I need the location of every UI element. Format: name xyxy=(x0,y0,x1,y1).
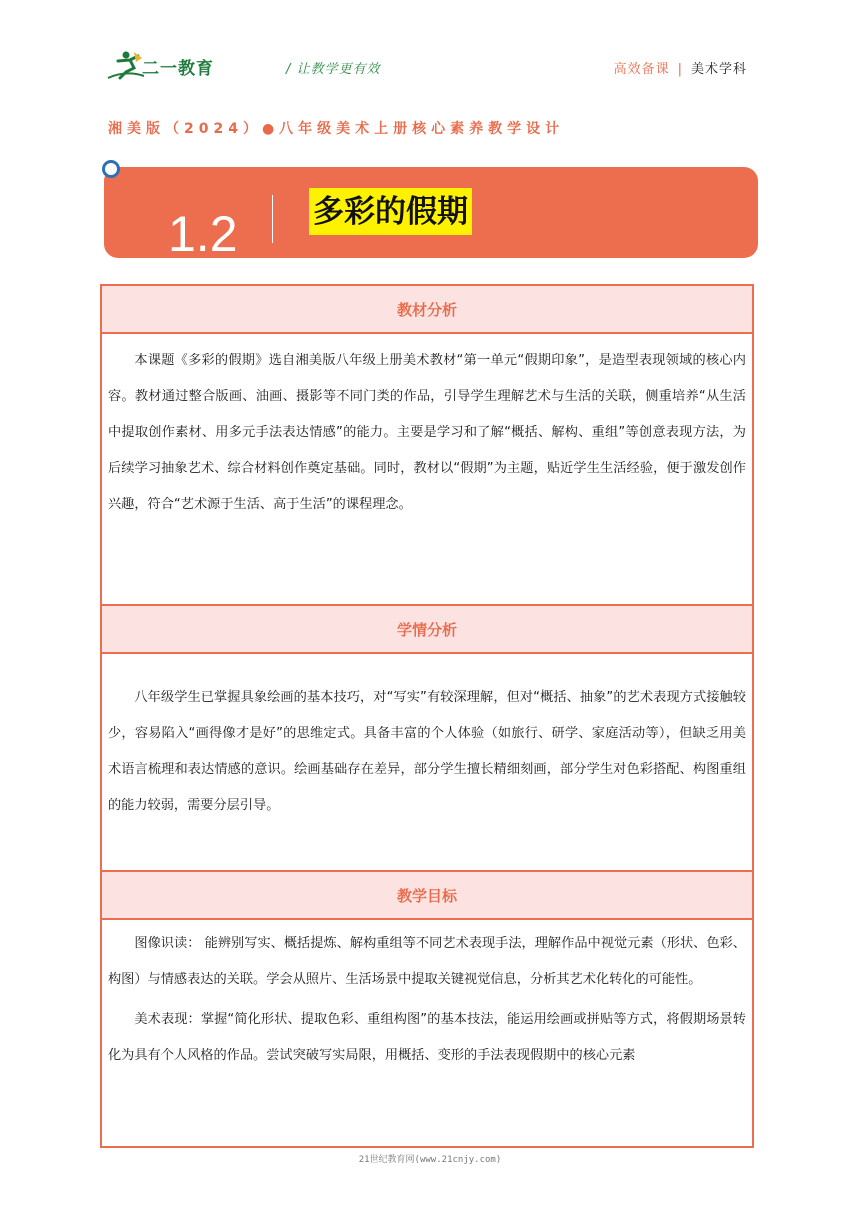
section-body-objectives xyxy=(102,920,752,1146)
lesson-plan-table xyxy=(100,284,754,1148)
section-body-textbook xyxy=(102,334,752,606)
section-body-students xyxy=(102,654,752,872)
header-tag-subject: 美术学科 xyxy=(690,62,747,77)
section-heading-textbook: 教材分析 xyxy=(102,286,752,334)
banner-divider xyxy=(272,195,273,243)
brand-name: 二一教育 xyxy=(142,59,214,79)
lesson-banner xyxy=(104,167,758,258)
banner-circle-decoration xyxy=(102,160,120,178)
paragraph: 本课题《多彩的假期》选自湘美版八年级上册美术教材“第一单元“假期印象”，是造型表现领域的核心内容。教材通过整合版画、油画、摄影等不同门类的作品，引导学生理解艺术与生活的关联，侧重培养“从生活中提取创作素材、用多元手法表达情感”的能力。主要是学习和了解“概括、解构、重组”等创意表现方法，为后续学习抽象艺术、综合材料创作奠定基础。同时，教材以“假期”为主题，贴近学生生活经验，便于激发创作兴趣，符合“艺术源于生活、高于生活”的课程理念。 xyxy=(108,353,746,512)
header-tag-prep: 高效备课 xyxy=(613,62,670,77)
lesson-number: 1.2 xyxy=(168,206,238,258)
series-title: 湘美版（2024）●八年级美术上册核心素养教学设计 xyxy=(108,121,565,137)
footer-watermark: 21世纪教育网(www.21cnjy.com) xyxy=(358,1155,502,1165)
lesson-title: 多彩的假期 xyxy=(309,188,472,235)
paragraph: 八年级学生已掌握具象绘画的基本技巧，对“写实”有较深理解，但对“概括、抽象”的艺术表现方式接触较少，容易陷入“画得像才是好”的思维定式。具备丰富的个人体验（如旅行、研学、家庭活动等），但缺乏用美术语言梳理和表达情感的意识。绘画基础存在差异，部分学生擅长精细刻画，部分学生对色彩搭配、构图重组的能力较弱，需要分层引导。 xyxy=(108,690,746,813)
paragraph: 美术表现：掌握“简化形状、提取色彩、重组构图”的基本技法，能运用绘画或拼贴等方式，将假期场景转化为具有个人风格的作品。尝试突破写实局限，用概括、变形的手法表现假期中的核心元素 xyxy=(108,1012,746,1063)
paragraph: 图像识读： 能辨别写实、概括提炼、解构重组等不同艺术表现手法，理解作品中视觉元素（形状、色彩、构图）与情感表达的关联。学会从照片、生活场景中提取关键视觉信息，分析其艺术化转化的可能性。 xyxy=(108,936,746,987)
section-heading-objectives: 教学目标 xyxy=(102,872,752,920)
section-heading-students: 学情分析 xyxy=(102,606,752,654)
header-subject xyxy=(614,58,747,77)
header-separator: | xyxy=(677,62,683,77)
slogan: / 让教学更有效 xyxy=(286,62,381,77)
